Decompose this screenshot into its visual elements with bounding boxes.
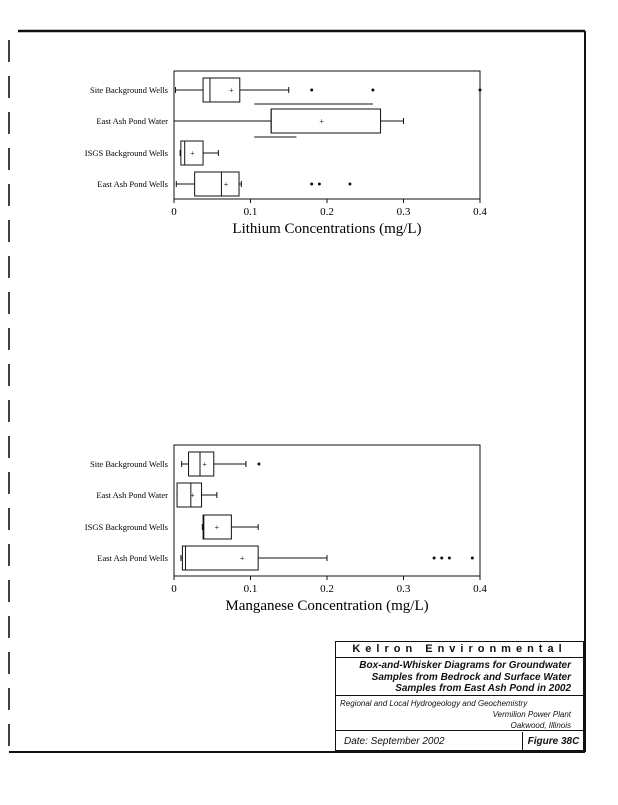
iqr-box <box>203 78 240 102</box>
x-tick-label: 0.4 <box>473 583 487 595</box>
box-east-ash-pond-water <box>96 483 216 507</box>
box-east-ash-pond-wells <box>97 172 351 196</box>
category-label: Site Background Wells <box>89 459 168 469</box>
x-tick-label: 0.2 <box>320 206 334 218</box>
category-label: East Ash Pond Wells <box>97 553 168 563</box>
mean-marker: + <box>239 554 245 563</box>
outlier-point <box>371 89 374 92</box>
outlier-point <box>310 183 313 186</box>
x-tick-label: 0.3 <box>396 206 411 218</box>
box-site-background-wells <box>90 452 260 476</box>
lithium-boxplot <box>85 71 488 237</box>
outlier-point <box>433 557 436 560</box>
mean-marker: + <box>190 149 195 158</box>
x-axis-label: Lithium Concentrations (mg/L) <box>232 221 422 237</box>
mean-marker: + <box>223 180 229 189</box>
outlier-point <box>318 183 321 186</box>
outlier-point <box>471 557 474 560</box>
x-tick-label: 0.1 <box>243 583 258 595</box>
x-tick-label: 0.1 <box>243 206 258 218</box>
figure-title-line-3: Samples from East Ash Pond in 2002 <box>395 683 571 694</box>
iqr-box <box>189 452 214 476</box>
x-tick-label: 0 <box>171 583 177 595</box>
iqr-box <box>271 109 380 133</box>
outlier-point <box>348 183 351 186</box>
mean-marker: + <box>202 460 207 469</box>
x-tick-label: 0.3 <box>396 583 411 595</box>
x-axis-label: Manganese Concentration (mg/L) <box>225 598 429 614</box>
mean-marker: + <box>319 117 324 126</box>
company-name: Kelron Environmental <box>336 642 583 658</box>
box-east-ash-pond-wells <box>97 546 474 570</box>
box-site-background-wells <box>90 78 482 102</box>
iqr-box <box>182 546 258 570</box>
x-tick-label: 0.4 <box>473 206 487 218</box>
project-subtitle: Regional and Local Hydrogeology and Geochemistry <box>340 699 528 708</box>
mean-marker: + <box>214 523 220 532</box>
mean-marker: + <box>190 491 195 500</box>
category-label: East Ash Pond Water <box>96 490 168 500</box>
figure-date: Date: September 2002 <box>336 732 523 751</box>
mean-marker: + <box>229 86 234 95</box>
outlier-point <box>310 89 313 92</box>
category-label: ISGS Background Wells <box>84 148 168 158</box>
outlier-point <box>257 463 260 466</box>
plant-location: Oakwood, Illinois <box>510 721 571 730</box>
box-isgs-background-wells <box>85 141 219 165</box>
category-label: Site Background Wells <box>89 85 168 95</box>
figure-number: Figure 38C <box>527 736 580 747</box>
x-tick-label: 0 <box>171 206 177 218</box>
box-east-ash-pond-water <box>96 109 403 133</box>
figure-title-line-2: Samples from Bedrock and Surface Water <box>371 671 571 683</box>
manganese-boxplot <box>85 445 488 614</box>
category-label: East Ash Pond Water <box>96 116 168 126</box>
category-label: ISGS Background Wells <box>84 522 168 532</box>
outlier-point <box>440 557 443 560</box>
project-info <box>336 697 583 731</box>
plant-name: Vermilion Power Plant <box>492 710 571 719</box>
outlier-point <box>448 557 451 560</box>
iqr-box <box>195 172 239 196</box>
figure-title <box>336 658 583 696</box>
outlier-point <box>479 89 482 92</box>
x-tick-label: 0.2 <box>320 583 334 595</box>
category-label: East Ash Pond Wells <box>97 179 168 189</box>
figure-title-line-1: Box-and-Whisker Diagrams for Groundwater <box>359 660 571 671</box>
title-block <box>335 641 584 751</box>
box-isgs-background-wells <box>85 515 258 539</box>
